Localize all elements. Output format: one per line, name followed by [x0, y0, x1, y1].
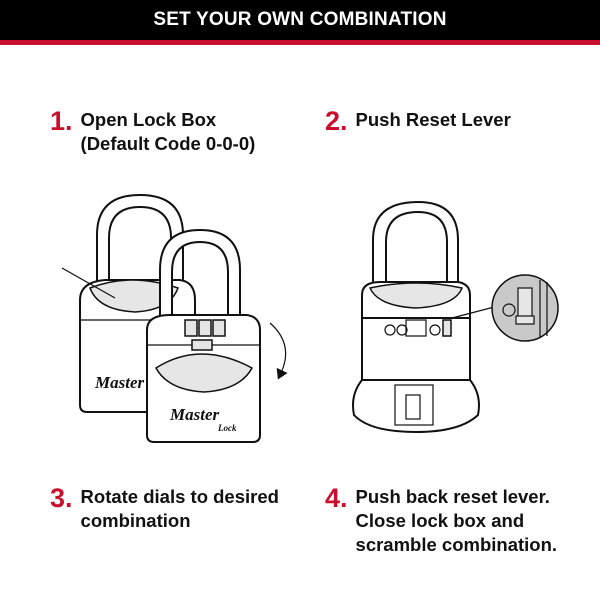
open-lock-box-illustration: [60, 180, 310, 450]
step-line: Close lock box and: [355, 510, 525, 531]
step-text: [356, 108, 511, 132]
step-text: [356, 485, 558, 557]
page-title: SET YOUR OWN COMBINATION: [153, 9, 447, 30]
step-line: scramble combination.: [355, 534, 558, 555]
open-lock-box-icon: [340, 200, 570, 440]
step-text: [81, 485, 279, 533]
header-banner: [0, 0, 600, 40]
step-line: combination: [80, 510, 191, 531]
step-4: [325, 485, 557, 557]
step-number: 2.: [325, 106, 348, 136]
step-line: Push back reset lever.: [355, 486, 550, 507]
brand-label: Master: [170, 405, 220, 424]
step-line: Rotate dials to desired: [80, 486, 279, 507]
brand-label: Master: [95, 373, 145, 392]
step-number: 3.: [50, 483, 73, 513]
step-line: (Default Code 0-0-0): [80, 133, 256, 154]
step-line: Push Reset Lever: [355, 109, 511, 130]
step-3: [50, 485, 279, 533]
reset-lever-illustration: [340, 200, 570, 440]
step-1: [50, 108, 255, 156]
step-2: [325, 108, 511, 134]
lock-box-pair-icon: [60, 180, 310, 450]
brand-sub-label: Lock: [218, 423, 237, 433]
red-accent-rule: [0, 40, 600, 45]
step-number: 4.: [325, 483, 348, 513]
step-line: Open Lock Box: [80, 109, 217, 130]
step-number: 1.: [50, 106, 73, 136]
step-text: [81, 108, 256, 156]
